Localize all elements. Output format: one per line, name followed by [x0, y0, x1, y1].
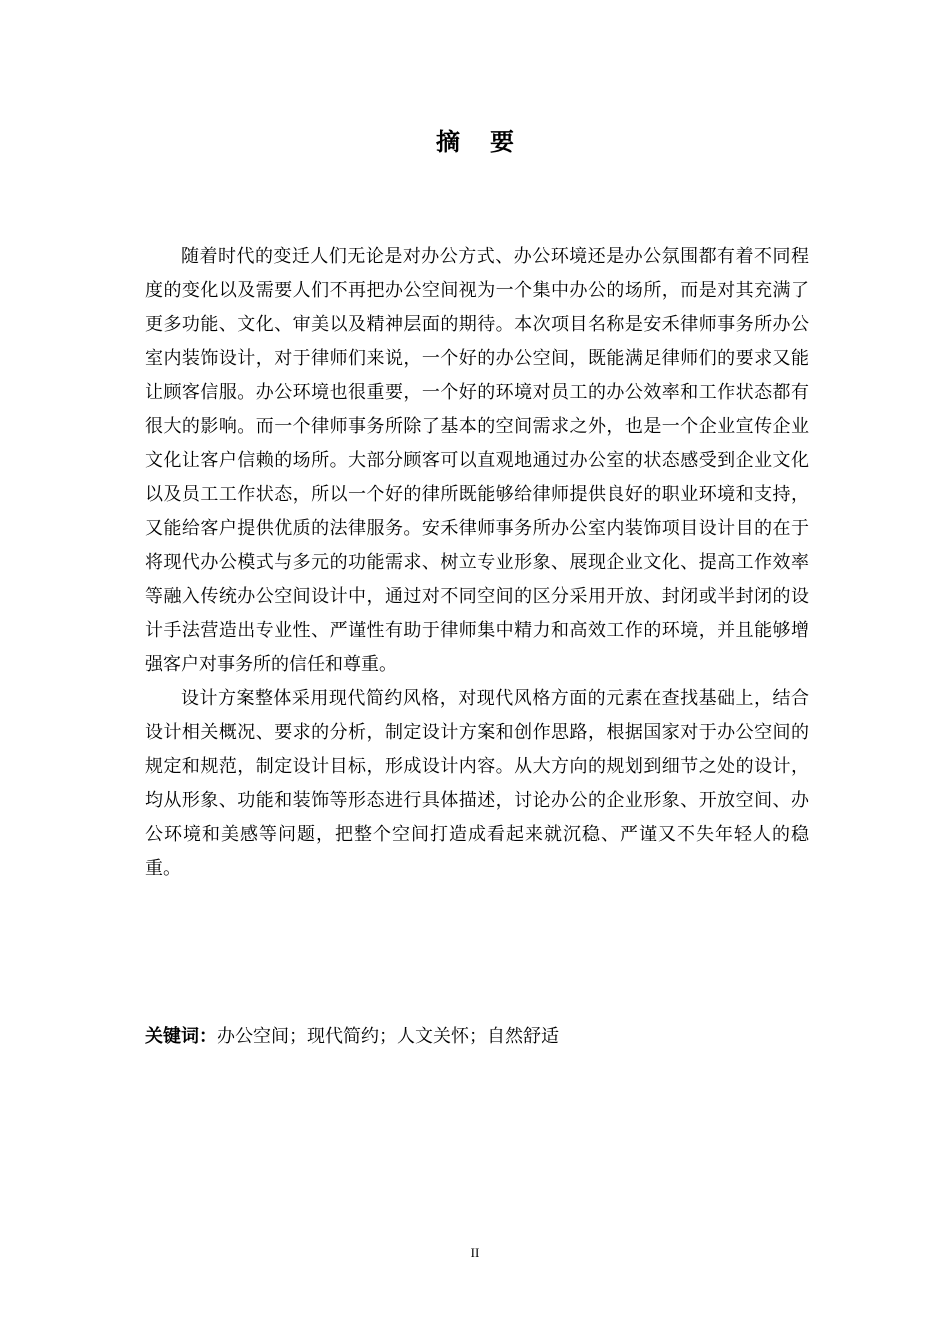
keywords-text: 办公空间；现代简约；人文关怀；自然舒适 — [217, 1026, 559, 1047]
keywords-line — [145, 1020, 809, 1054]
abstract-paragraph-1: 随着时代的变迁人们无论是对办公方式、办公环境还是办公氛围都有着不同程度的变化以及需要人们不再把办公空间视为一个集中办公的场所，而是对其充满了更多功能、文化、审美以及精神层面的期待。本次项目名称是安禾律师事务所办公室内装饰设计，对于律师们来说，一个好的办公空间，既能满足律师们的要求又能让顾客信服。办公环境也很重要，一个好的环境对员工的办公效率和工作状态都有很大的影响。而一个律师事务所除了基本的空间需求之外，也是一个企业宣传企业文化让客户信赖的场所。大部分顾客可以直观地通过办公室的状态感受到企业文化以及员工工作状态，所以一个好的律所既能够给律师提供良好的职业环境和支持，又能给客户提供优质的法律服务。安禾律师事务所办公室内装饰项目设计目的在于将现代办公模式与多元的功能需求、树立专业形象、展现企业文化、提高工作效率等融入传统办公空间设计中，通过对不同空间的区分采用开放、封闭或半封闭的设计手法营造出专业性、严谨性有助于律师集中精力和高效工作的环境，并且能够增强客户对事务所的信任和尊重。 — [145, 246, 809, 675]
abstract-paragraph-2: 设计方案整体采用现代简约风格，对现代风格方面的元素在查找基础上，结合设计相关概况、要求的分析，制定设计方案和创作思路，根据国家对于办公空间的规定和规范，制定设计目标，形成设计内容。从大方向的规划到细节之处的设计，均从形象、功能和装饰等形态进行具体描述，讨论办公的企业形象、开放空间、办公环境和美感等问题，把整个空间打造成看起来就沉稳、严谨又不失年轻人的稳重。 — [145, 688, 809, 879]
page-number: II — [470, 1245, 480, 1260]
page-title: 摘要 — [436, 128, 544, 156]
abstract-body — [145, 240, 809, 886]
keywords-label: 关键词： — [145, 1026, 217, 1047]
